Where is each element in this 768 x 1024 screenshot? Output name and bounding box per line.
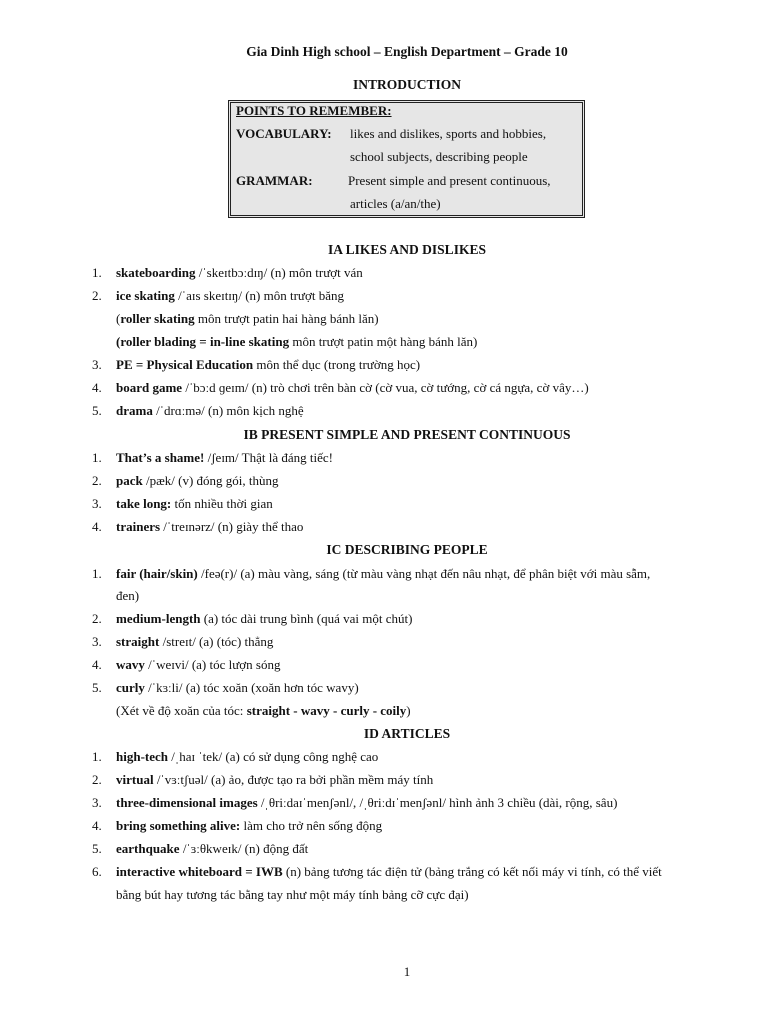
- vocabulary-label: VOCABULARY:: [236, 126, 332, 141]
- list-item-continuation: đen): [116, 588, 140, 603]
- section-title-ia: IA LIKES AND DISLIKES: [328, 242, 486, 257]
- grammar-line-1: Present simple and present continuous,: [348, 173, 551, 188]
- list-item-continuation: bằng bút hay tương tác bằng tay như một máy tính bảng cỡ cực đại): [116, 887, 469, 902]
- grammar-label: GRAMMAR:: [236, 173, 313, 188]
- points-to-remember-box: [228, 100, 585, 218]
- sub-note-roller-blading: (roller blading = in-line skating môn trượt patin một hàng bánh lăn): [116, 334, 478, 349]
- vocabulary-line-2: school subjects, describing people: [350, 149, 528, 164]
- grammar-line-2: articles (a/an/the): [350, 196, 441, 211]
- box-heading: POINTS TO REMEMBER:: [236, 103, 392, 118]
- section-title-id: ID ARTICLES: [363, 726, 451, 741]
- vocabulary-line-1: likes and dislikes, sports and hobbies,: [350, 126, 547, 141]
- page-header: Gia Dinh High school – English Department – Grade 10: [246, 44, 568, 59]
- curl-note: (Xét về độ xoăn của tóc: straight - wavy - curly - coily): [116, 703, 411, 718]
- page-number: 1: [403, 964, 411, 979]
- sub-note-roller-skating: (roller skating môn trượt patin hai hàng bánh lăn): [116, 311, 379, 326]
- intro-title: INTRODUCTION: [352, 77, 461, 92]
- section-title-ib: IB PRESENT SIMPLE AND PRESENT CONTINUOUS: [243, 427, 571, 442]
- section-title-ic: IC DESCRIBING PEOPLE: [326, 542, 488, 557]
